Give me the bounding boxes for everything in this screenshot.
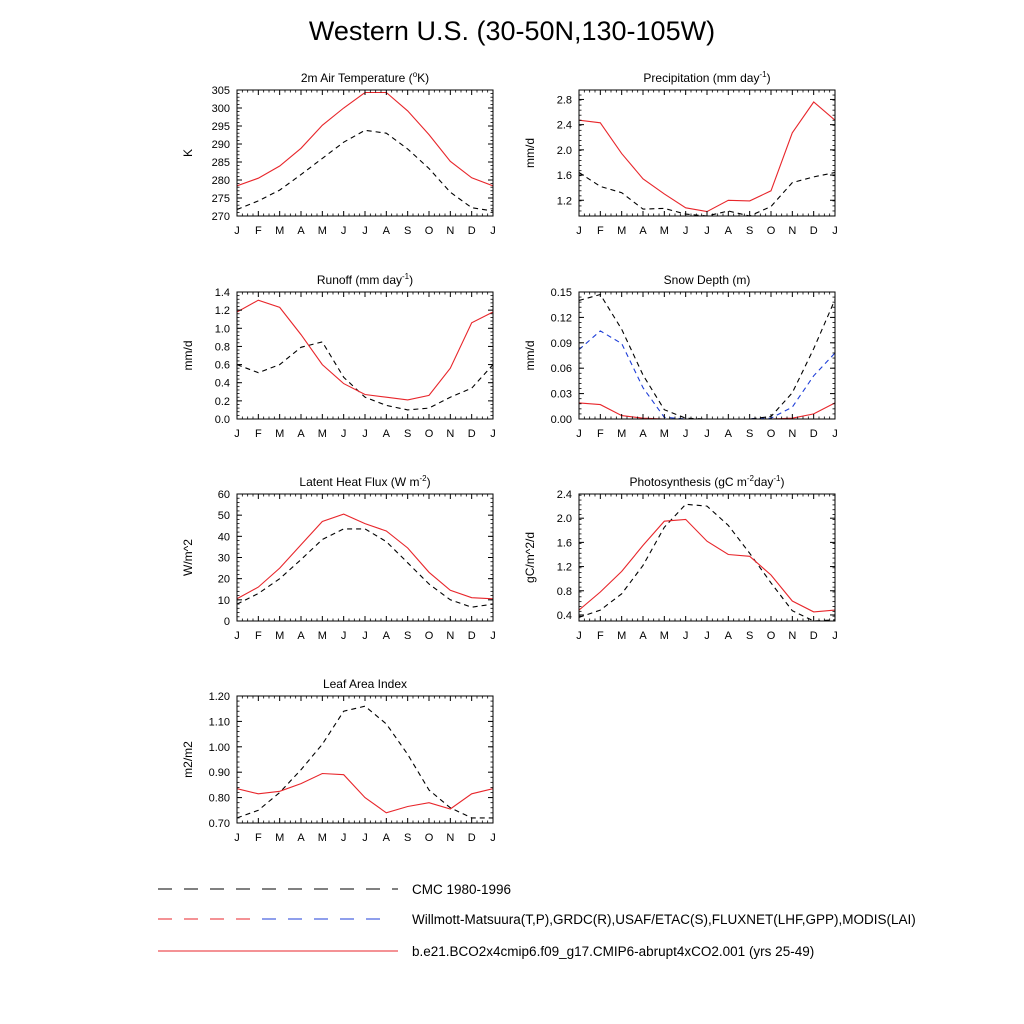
x-tick-label: N (788, 225, 797, 237)
plot-frame (579, 494, 835, 621)
y-tick-label: 1.4 (214, 287, 230, 299)
y-tick-label: 0.03 (550, 388, 572, 401)
chart-panel-6 (523, 474, 838, 642)
x-tick-label: S (403, 832, 412, 844)
y-tick-label: 0.6 (214, 359, 230, 372)
x-tick-label: J (490, 428, 496, 440)
x-tick-label: O (766, 225, 776, 237)
x-tick-label: S (745, 225, 754, 237)
x-tick-label: D (467, 630, 476, 642)
x-tick-label: J (832, 630, 838, 642)
y-tick-label: 1.2 (556, 195, 572, 208)
x-tick-label: A (724, 225, 733, 237)
y-tick-label: 0.80 (208, 792, 230, 805)
x-tick-label: M (317, 428, 327, 440)
y-tick-label: 300 (211, 103, 230, 115)
x-tick-label: J (490, 630, 496, 642)
x-tick-label: J (362, 630, 368, 642)
y-axis-label: W/m^2 (181, 539, 195, 576)
x-tick-label: A (297, 832, 305, 844)
panel-title: Precipitation (mm day$^{-1}$) (643, 70, 771, 85)
y-tick-label: 1.2 (214, 305, 230, 318)
x-tick-label: A (639, 428, 647, 440)
y-tick-label: 1.6 (556, 537, 572, 550)
x-tick-label: A (297, 428, 305, 440)
x-tick-label: J (576, 225, 582, 237)
x-tick-label: F (254, 428, 262, 440)
series-group (237, 93, 493, 212)
series-group (579, 504, 835, 621)
plot-frame (237, 292, 493, 419)
x-tick-label: A (639, 225, 647, 237)
x-tick-label: M (659, 630, 669, 642)
x-tick-label: N (446, 832, 455, 844)
x-tick-label: D (809, 225, 818, 237)
x-tick-label: J (576, 630, 582, 642)
x-tick-label: J (362, 428, 368, 440)
x-tick-label: J (704, 428, 710, 440)
series-line-model (237, 774, 493, 813)
x-tick-label: M (617, 630, 627, 642)
y-tick-label: 2.0 (556, 513, 572, 526)
x-tick-label: F (596, 630, 604, 642)
y-tick-label: 0.4 (556, 609, 572, 622)
y-tick-label: 0.70 (208, 818, 230, 830)
x-tick-label: J (234, 630, 240, 642)
x-tick-label: F (254, 630, 262, 642)
x-tick-label: F (254, 832, 262, 844)
x-tick-label: M (275, 832, 285, 844)
legend-label: Willmott-Matsuura(T,P),GRDC(R),USAF/ETAC(S),FLUXNET(LHF,GPP),MODIS(LAI) (412, 912, 916, 927)
y-tick-label: 1.6 (556, 170, 572, 183)
x-tick-label: D (809, 630, 818, 642)
x-tick-label: O (766, 630, 776, 642)
y-tick-label: 285 (211, 157, 230, 169)
y-tick-label: 10 (217, 594, 230, 607)
x-tick-label: M (317, 225, 327, 237)
series-line-obs (579, 295, 835, 420)
series-line-model (579, 102, 835, 212)
x-tick-label: S (403, 225, 412, 237)
x-tick-label: J (362, 225, 368, 237)
y-tick-label: 1.00 (208, 741, 230, 754)
series-group (237, 514, 493, 607)
y-tick-label: 0.4 (214, 377, 230, 390)
y-tick-label: 275 (211, 193, 230, 205)
x-tick-label: O (424, 832, 434, 844)
x-tick-label: J (704, 630, 710, 642)
y-axis-label: gC/m^2/d (523, 532, 537, 583)
x-tick-label: A (724, 428, 733, 440)
series-line-obs2 (579, 331, 835, 419)
chart-panel-4 (523, 273, 838, 440)
y-tick-label: 2.4 (556, 119, 572, 132)
x-tick-label: O (424, 428, 434, 440)
y-axis-label: mm/d (523, 138, 537, 168)
panel-title: Leaf Area Index (322, 677, 408, 691)
x-tick-label: N (446, 428, 455, 440)
panel-title: Latent Heat Flux (W $m^{-2}$) (299, 474, 431, 489)
series-group (579, 102, 835, 216)
y-tick-label: 0.90 (208, 767, 230, 780)
x-tick-label: N (788, 630, 797, 642)
chart-panel-7 (181, 677, 496, 844)
series-line-model (579, 519, 835, 612)
x-tick-label: A (382, 428, 391, 440)
y-tick-label: 0.0 (214, 414, 230, 426)
panel-title: Snow Depth (m) (663, 273, 751, 287)
x-tick-label: J (362, 832, 368, 844)
y-tick-label: 0.8 (214, 341, 230, 354)
y-tick-label: 0.12 (550, 312, 572, 325)
x-tick-label: A (724, 630, 733, 642)
y-tick-label: 0.8 (556, 585, 572, 598)
x-tick-label: S (745, 428, 754, 440)
x-tick-label: S (403, 630, 412, 642)
x-tick-label: D (809, 428, 818, 440)
series-line-obs (237, 342, 493, 410)
y-tick-label: 0.2 (214, 395, 230, 408)
y-tick-label: 0.15 (550, 287, 572, 299)
chart-panel-1 (181, 70, 496, 237)
series-line-obs (237, 529, 493, 607)
y-tick-label: 280 (211, 175, 230, 187)
y-axis-label: mm/d (181, 340, 195, 371)
x-tick-label: O (766, 428, 776, 440)
x-tick-label: D (467, 428, 476, 440)
x-tick-label: J (490, 832, 496, 844)
series-line-obs (237, 706, 493, 818)
x-tick-label: M (617, 428, 627, 440)
x-tick-label: M (275, 428, 285, 440)
x-tick-label: A (297, 630, 305, 642)
x-tick-label: M (659, 225, 669, 237)
x-tick-label: M (275, 225, 285, 237)
y-tick-label: 270 (211, 211, 230, 223)
y-tick-label: 290 (211, 139, 230, 151)
y-tick-label: 295 (211, 121, 230, 133)
plot-frame (237, 696, 493, 823)
y-tick-label: 0 (223, 616, 230, 628)
series-group (237, 300, 493, 410)
y-tick-label: 30 (217, 552, 230, 565)
x-tick-label: F (596, 428, 604, 440)
x-tick-label: J (234, 428, 240, 440)
y-tick-label: 1.10 (208, 716, 230, 729)
legend-item (158, 944, 814, 959)
x-tick-label: O (424, 225, 434, 237)
x-tick-label: D (467, 225, 476, 237)
series-line-model (237, 93, 493, 186)
y-axis-label: mm/d (523, 340, 537, 371)
figure-title: Western U.S. (30-50N,130-105W) (308, 16, 716, 46)
x-tick-label: J (576, 428, 582, 440)
x-tick-label: S (403, 428, 412, 440)
panel-title: 2m Air Temperature ($^o$K) (300, 70, 430, 85)
x-tick-label: F (254, 225, 262, 237)
plot-frame (579, 292, 835, 419)
x-tick-label: M (617, 225, 627, 237)
y-tick-label: 2.4 (556, 489, 572, 501)
chart-legend (158, 882, 916, 959)
chart-panel-5 (181, 474, 496, 642)
y-tick-label: 1.20 (208, 691, 230, 703)
x-tick-label: F (596, 225, 604, 237)
series-group (579, 295, 835, 420)
y-tick-label: 60 (217, 489, 230, 501)
x-tick-label: A (639, 630, 647, 642)
plot-frame (579, 90, 835, 216)
x-tick-label: M (317, 832, 327, 844)
x-tick-label: A (297, 225, 305, 237)
y-axis-label: K (181, 148, 195, 158)
series-line-obs (579, 173, 835, 217)
legend-label: CMC 1980-1996 (412, 882, 512, 897)
x-tick-label: A (382, 832, 391, 844)
x-tick-label: A (382, 630, 391, 642)
y-tick-label: 1.2 (556, 561, 572, 574)
x-tick-label: J (832, 225, 838, 237)
chart-panels (181, 70, 838, 844)
x-tick-label: J (682, 428, 689, 440)
y-tick-label: 20 (217, 573, 230, 586)
y-tick-label: 1.0 (214, 323, 230, 336)
plot-frame (237, 494, 493, 621)
y-tick-label: 50 (217, 510, 230, 523)
y-tick-label: 0.09 (550, 337, 572, 350)
x-tick-label: J (234, 225, 240, 237)
series-group (237, 706, 493, 818)
series-line-obs (237, 130, 493, 211)
x-tick-label: N (446, 630, 455, 642)
y-tick-label: 2.8 (556, 94, 572, 107)
x-tick-label: J (340, 225, 347, 237)
legend-item (158, 882, 511, 897)
y-tick-label: 305 (211, 85, 230, 97)
x-tick-label: N (446, 225, 455, 237)
chart-panel-2 (523, 70, 838, 237)
y-axis-label: m2/m2 (181, 741, 195, 778)
x-tick-label: M (275, 630, 285, 642)
x-tick-label: J (490, 225, 496, 237)
x-tick-label: J (340, 630, 347, 642)
legend-item (158, 912, 916, 927)
y-tick-label: 2.0 (556, 144, 572, 157)
x-tick-label: J (340, 428, 347, 440)
chart-panel-3 (181, 272, 496, 440)
x-tick-label: D (467, 832, 476, 844)
plot-frame (237, 90, 493, 216)
panel-title: Photosynthesis (gC $m^{-2}day^{-1}$) (629, 474, 785, 489)
x-tick-label: M (659, 428, 669, 440)
x-tick-label: J (704, 225, 710, 237)
legend-label: b.e21.BCO2x4cmip6.f09_g17.CMIP6-abrupt4xCO2.001 (yrs 25-49) (412, 944, 815, 959)
x-tick-label: J (340, 832, 347, 844)
y-tick-label: 40 (217, 531, 230, 544)
x-tick-label: S (745, 630, 754, 642)
series-line-model (237, 300, 493, 400)
y-tick-label: 0.00 (550, 414, 572, 426)
x-tick-label: J (832, 428, 838, 440)
x-tick-label: J (682, 630, 689, 642)
x-tick-label: J (682, 225, 689, 237)
x-tick-label: N (788, 428, 797, 440)
series-line-model (237, 514, 493, 599)
x-tick-label: A (382, 225, 391, 237)
x-tick-label: J (234, 832, 240, 844)
panel-title: Runoff (mm day$^{-1}$) (316, 272, 414, 287)
x-tick-label: M (317, 630, 327, 642)
y-tick-label: 0.06 (550, 363, 572, 376)
x-tick-label: O (424, 630, 434, 642)
